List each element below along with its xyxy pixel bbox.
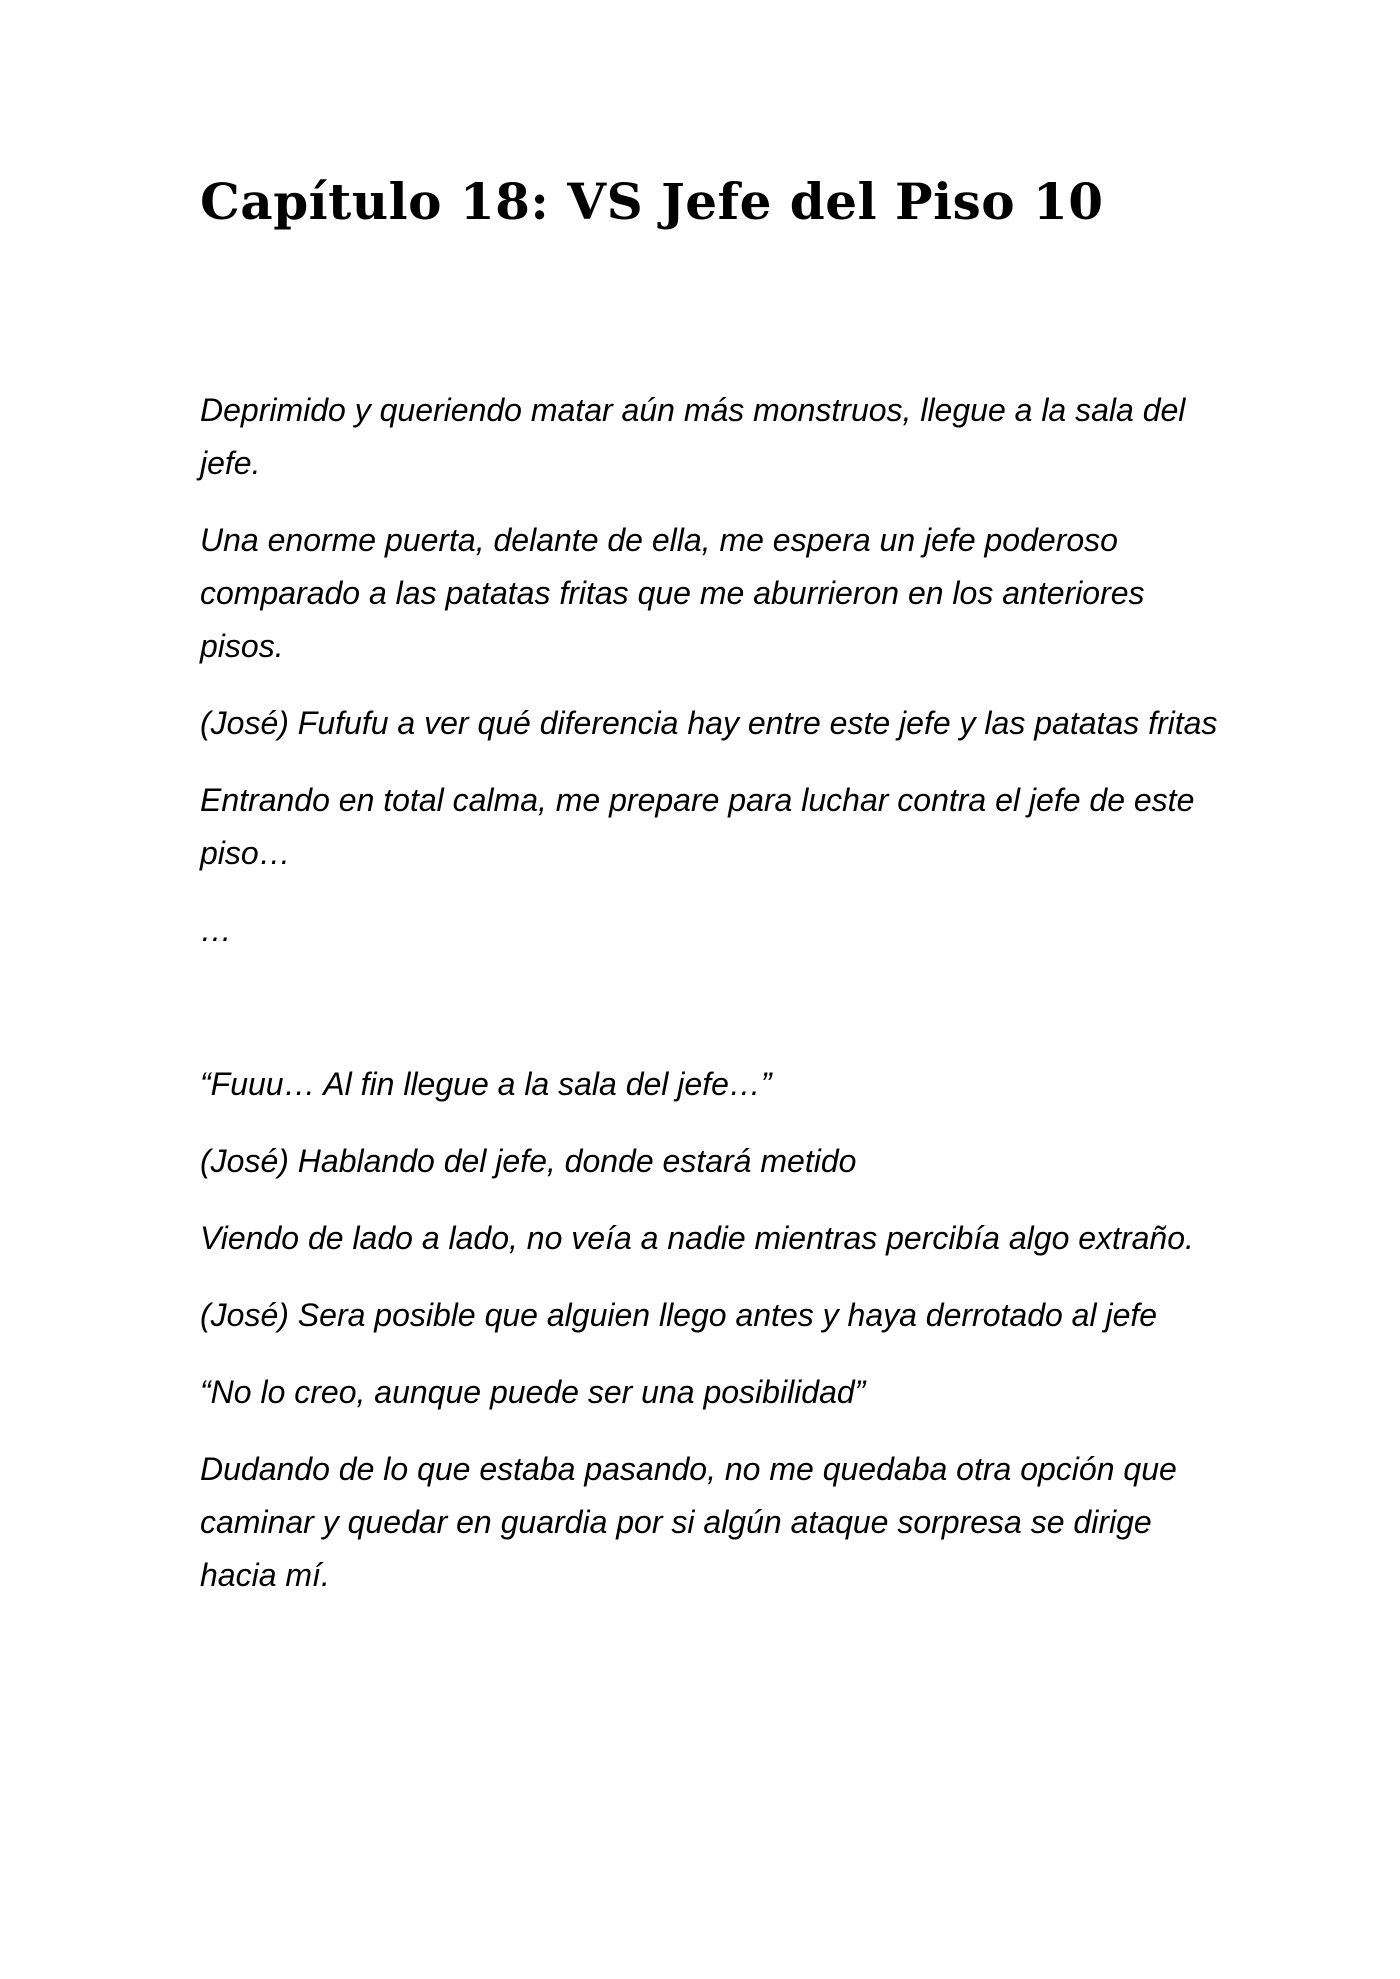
chapter-body (200, 384, 1220, 1626)
paragraph: Una enorme puerta, delante de ella, me espera un jefe poderoso comparado a las patatas fritas que me aburrieron en los anteriores pisos. (200, 522, 1145, 664)
paragraph: “No lo creo, aunque puede ser una posibilidad” (200, 1374, 866, 1410)
paragraph: (José) Fufufu a ver qué diferencia hay entre este jefe y las patatas fritas (200, 705, 1218, 741)
paragraph: (José) Hablando del jefe, donde estará metido (200, 1143, 857, 1179)
paragraph: (José) Sera posible que alguien llego antes y haya derrotado al jefe (200, 1297, 1158, 1333)
paragraph: Dudando de lo que estaba pasando, no me quedaba otra opción que caminar y quedar en guardia por si algún ataque sorpresa se dirige hacia mí. (200, 1451, 1177, 1593)
scene-break-ellipsis: … (200, 912, 232, 948)
paragraph: Viendo de lado a lado, no veía a nadie mientras percibía algo extraño. (200, 1220, 1194, 1256)
chapter-title: Capítulo 18: VS Jefe del Piso 10 (200, 172, 1104, 231)
paragraph: Entrando en total calma, me prepare para luchar contra el jefe de este piso… (200, 782, 1195, 871)
paragraph: Deprimido y queriendo matar aún más monstruos, llegue a la sala del jefe. (200, 392, 1186, 481)
section-spacer (200, 981, 1220, 1058)
paragraph: “Fuuu… Al fin llegue a la sala del jefe…” (200, 1066, 772, 1102)
